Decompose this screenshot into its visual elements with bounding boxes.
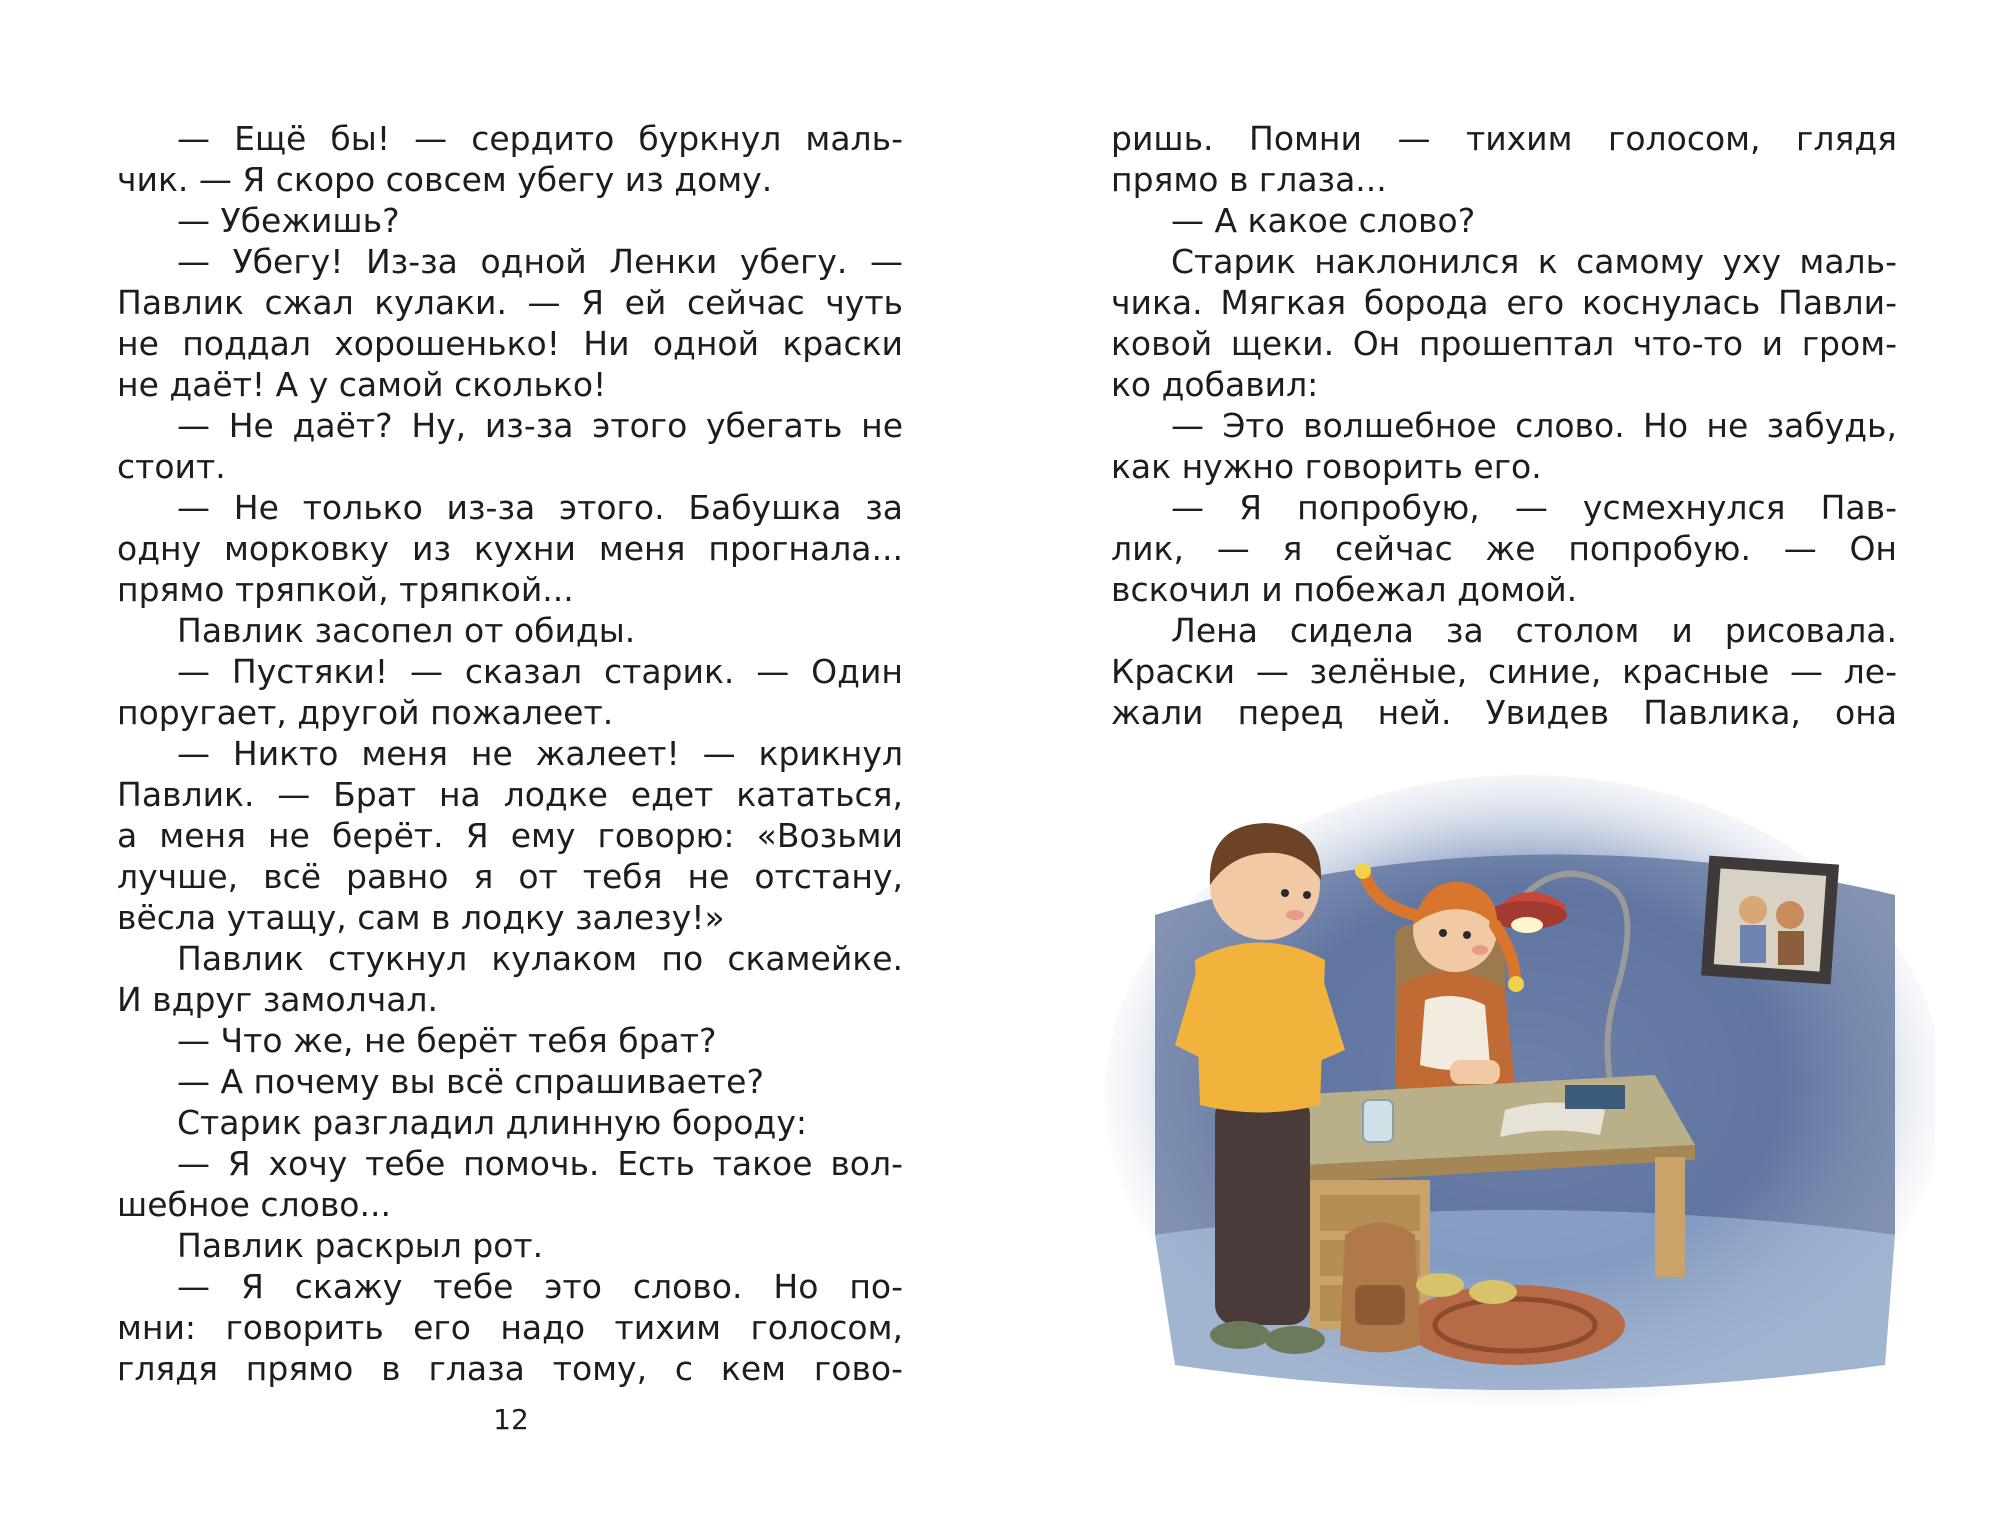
text-line: прямо в глаза... (1111, 160, 1387, 199)
text-line: — Ещё бы! — сердито буркнул маль- (177, 119, 903, 158)
text-line: не даёт! А у самой сколько! (117, 365, 607, 404)
text-line: Старик наклонился к самому уху маль- (1171, 242, 1897, 281)
text-line: лучше, всё равно я от тебя не отстану, (117, 857, 903, 896)
text-line: Лена сидела за столом и рисовала. (1171, 611, 1897, 650)
right-page-text (1111, 118, 1897, 733)
text-line: — Не только из-за этого. Бабушка за (177, 488, 903, 527)
text-line: — Не даёт? Ну, из-за этого убегать не (177, 406, 903, 445)
text-line: — Что же, не берёт тебя брат? (177, 1021, 717, 1060)
text-line: чика. Мягкая борода его коснулась Павли- (1111, 283, 1897, 322)
text-line: шебное слово... (117, 1185, 391, 1224)
text-line: Павлик. — Брат на лодке едет кататься, (117, 775, 903, 814)
text-line: И вдруг замолчал. (117, 980, 438, 1019)
left-page-text (117, 118, 903, 1389)
text-line: — А почему вы всё спрашиваете? (177, 1062, 764, 1101)
text-line: ко добавил: (1111, 365, 1319, 404)
text-line: жали перед ней. Увидев Павлика, она (1111, 693, 1897, 732)
framed-picture (1701, 856, 1839, 985)
text-line: вскочил и побежал домой. (1111, 570, 1578, 609)
text-line: Краски — зелёные, синие, красные — ле- (1111, 652, 1897, 691)
text-line: а меня не берёт. Я ему говорю: «Возьми (117, 816, 903, 855)
text-line: одну морковку из кухни меня прогнала... (117, 529, 903, 568)
text-line: — Никто меня не жалеет! — крикнул (177, 734, 903, 773)
text-line: глядя прямо в глаза тому, с кем гово- (117, 1349, 903, 1388)
text-line: — Пустяки! — сказал старик. — Один (177, 652, 903, 691)
text-line: ковой щеки. Он прошептал что-то и гром- (1111, 324, 1897, 363)
text-line: — Убегу! Из-за одной Ленки убегу. — (177, 242, 903, 281)
text-line: лик, — я сейчас же попробую. — Он (1111, 529, 1897, 568)
text-line: Павлик раскрыл рот. (177, 1226, 544, 1265)
text-line: стоит. (117, 447, 226, 486)
text-line: Старик разгладил длинную бороду: (177, 1103, 807, 1142)
backpack (1340, 1223, 1420, 1353)
text-line: Павлик стукнул кулаком по скамейке. (177, 939, 903, 978)
text-line: Павлик сжал кулаки. — Я ей сейчас чуть (117, 283, 903, 322)
text-line: — Я скажу тебе это слово. Но по- (177, 1267, 903, 1306)
text-line: не поддал хорошенько! Ни одной краски (117, 324, 903, 363)
text-line: — Я попробую, — усмехнулся Пав- (1171, 488, 1897, 527)
text-line: вёсла утащу, сам в лодку залезу!» (117, 898, 725, 937)
text-line: Павлик засопел от обиды. (177, 611, 636, 650)
text-line: — Это волшебное слово. Но не забудь, (1171, 406, 1897, 445)
text-line: — Убежишь? (177, 201, 400, 240)
text-line: ришь. Помни — тихим голосом, глядя (1111, 119, 1897, 158)
text-line: мни: говорить его надо тихим голосом, (117, 1308, 903, 1347)
text-line: — А какое слово? (1171, 201, 1476, 240)
text-line: чик. — Я скоро совсем убегу из дому. (117, 160, 773, 199)
text-line: — Я хочу тебе помочь. Есть такое вол- (177, 1144, 903, 1183)
illustration-svg (1095, 765, 1935, 1405)
text-line: как нужно говорить его. (1111, 447, 1542, 486)
page-number: 12 (493, 1403, 529, 1436)
text-line: поругает, другой пожалеет. (117, 693, 614, 732)
text-line: прямо тряпкой, тряпкой... (117, 570, 574, 609)
illustration (1095, 765, 1935, 1405)
